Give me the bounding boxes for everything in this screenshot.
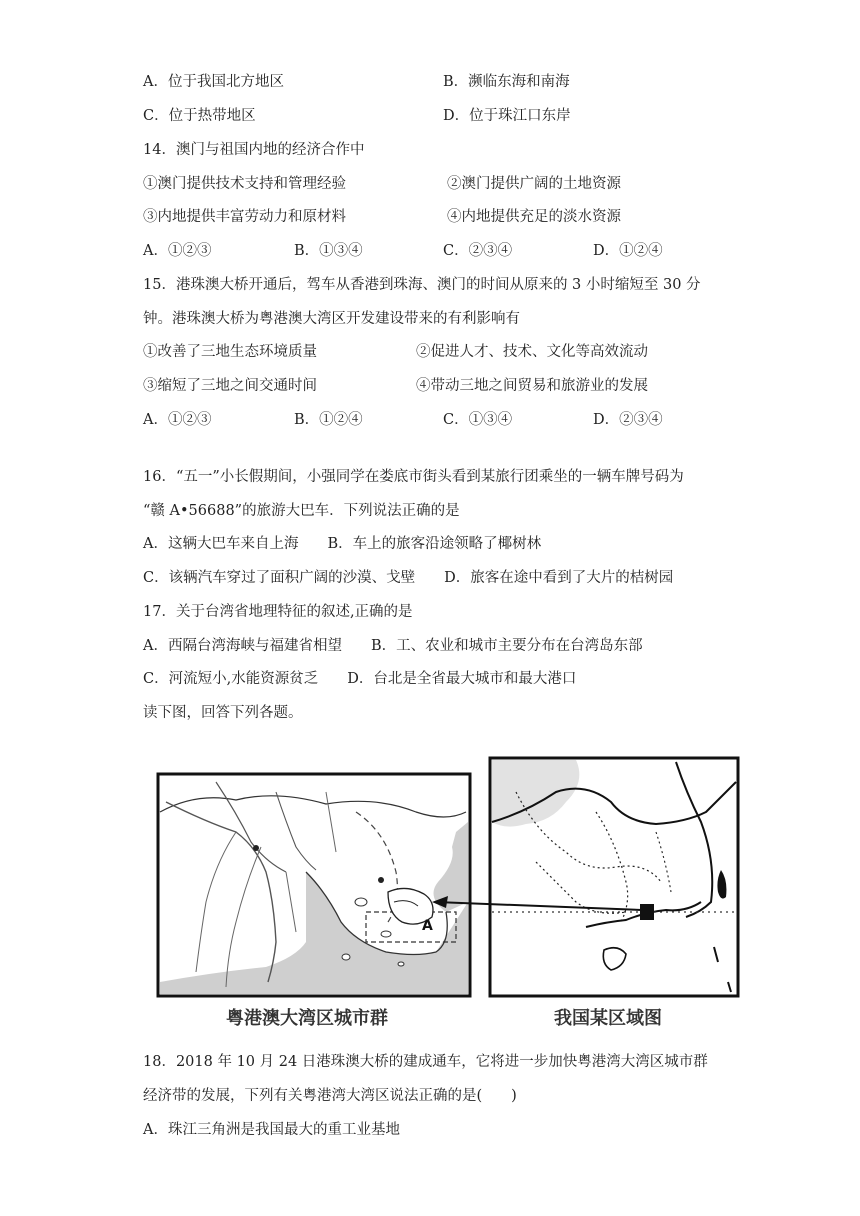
map-illustration xyxy=(156,752,740,1032)
q15-option-b: B．①②④ xyxy=(294,412,363,428)
q15-option-c: C．①③④ xyxy=(443,412,513,428)
q13-option-b: B．濒临东海和南海 xyxy=(443,74,570,90)
q14-statement-4: ④内地提供充足的淡水资源 xyxy=(447,209,621,225)
q15-statement-2: ②促进人才、技术、文化等高效流动 xyxy=(416,344,648,360)
q15-stem-line1: 15．港珠澳大桥开通后，驾车从香港到珠海、澳门的时间从原来的 3 小时缩短至 30 分 xyxy=(143,277,701,293)
q15-statement-1: ①改善了三地生态环境质量 xyxy=(143,344,317,360)
q13-option-c: C．位于热带地区 xyxy=(143,108,256,124)
q14-statement-3: ③内地提供丰富劳动力和原材料 xyxy=(143,209,346,225)
q16-options-cd: C．该辆汽车穿过了面积广阔的沙漠、戈壁 D．旅客在途中看到了大片的桔树园 xyxy=(143,570,674,586)
q17-options-cd: C．河流短小,水能资源贫乏 D．台北是全省最大城市和最大港口 xyxy=(143,671,577,687)
q17-options-ab: A．西隔台湾海峡与福建省相望 B．工、农业和城市主要分布在台湾岛东部 xyxy=(143,638,643,654)
q15-stem-line2: 钟。港珠澳大桥为粤港澳大湾区开发建设带来的有利影响有 xyxy=(143,311,520,327)
china-region-map xyxy=(490,758,738,996)
q16-stem-line1: 16．“五一”小长假期间，小强同学在娄底市街头看到某旅行团乘坐的一辆车牌号码为 xyxy=(143,469,684,485)
q15-option-d: D．②③④ xyxy=(593,412,663,428)
left-map-caption: 粤港澳大湾区城市群 xyxy=(226,1008,388,1029)
q14-option-c: C．②③④ xyxy=(443,243,513,259)
q14-stem: 14．澳门与祖国内地的经济合作中 xyxy=(143,142,365,158)
q14-option-a: A．①②③ xyxy=(143,243,212,259)
q18-option-a: A．珠江三角洲是我国最大的重工业基地 xyxy=(143,1122,400,1138)
q14-statement-1: ①澳门提供技术支持和管理经验 xyxy=(143,176,346,192)
q16-options-ab: A．这辆大巴车来自上海 B．车上的旅客沿途领略了椰树林 xyxy=(143,536,542,552)
q14-statement-2: ②澳门提供广阔的土地资源 xyxy=(447,176,621,192)
map-figure xyxy=(156,752,740,1032)
q16-stem-line2: “赣 A•56688”的旅游大巴车．下列说法正确的是 xyxy=(143,503,460,519)
q15-statement-4: ④带动三地之间贸易和旅游业的发展 xyxy=(416,378,648,394)
q13-option-d: D．位于珠江口东岸 xyxy=(443,108,571,124)
q18-stem-line1: 18．2018 年 10 月 24 日港珠澳大桥的建成通车，它将进一步加快粤港湾大湾区城市群 xyxy=(143,1054,708,1070)
figure-intro: 读下图，回答下列各题。 xyxy=(143,705,303,721)
q14-option-d: D．①②④ xyxy=(593,243,663,259)
q14-option-b: B．①③④ xyxy=(294,243,363,259)
q17-stem: 17．关于台湾省地理特征的叙述,正确的是 xyxy=(143,604,413,620)
right-map-caption: 我国某区域图 xyxy=(554,1008,662,1029)
q18-stem-line2: 经济带的发展，下列有关粤港湾大湾区说法正确的是( ) xyxy=(143,1088,517,1104)
q13-option-a: A．位于我国北方地区 xyxy=(143,74,284,90)
q15-statement-3: ③缩短了三地之间交通时间 xyxy=(143,378,317,394)
map-marker-label: A xyxy=(422,918,433,934)
q15-option-a: A．①②③ xyxy=(143,412,212,428)
greater-bay-area-map xyxy=(158,774,470,996)
